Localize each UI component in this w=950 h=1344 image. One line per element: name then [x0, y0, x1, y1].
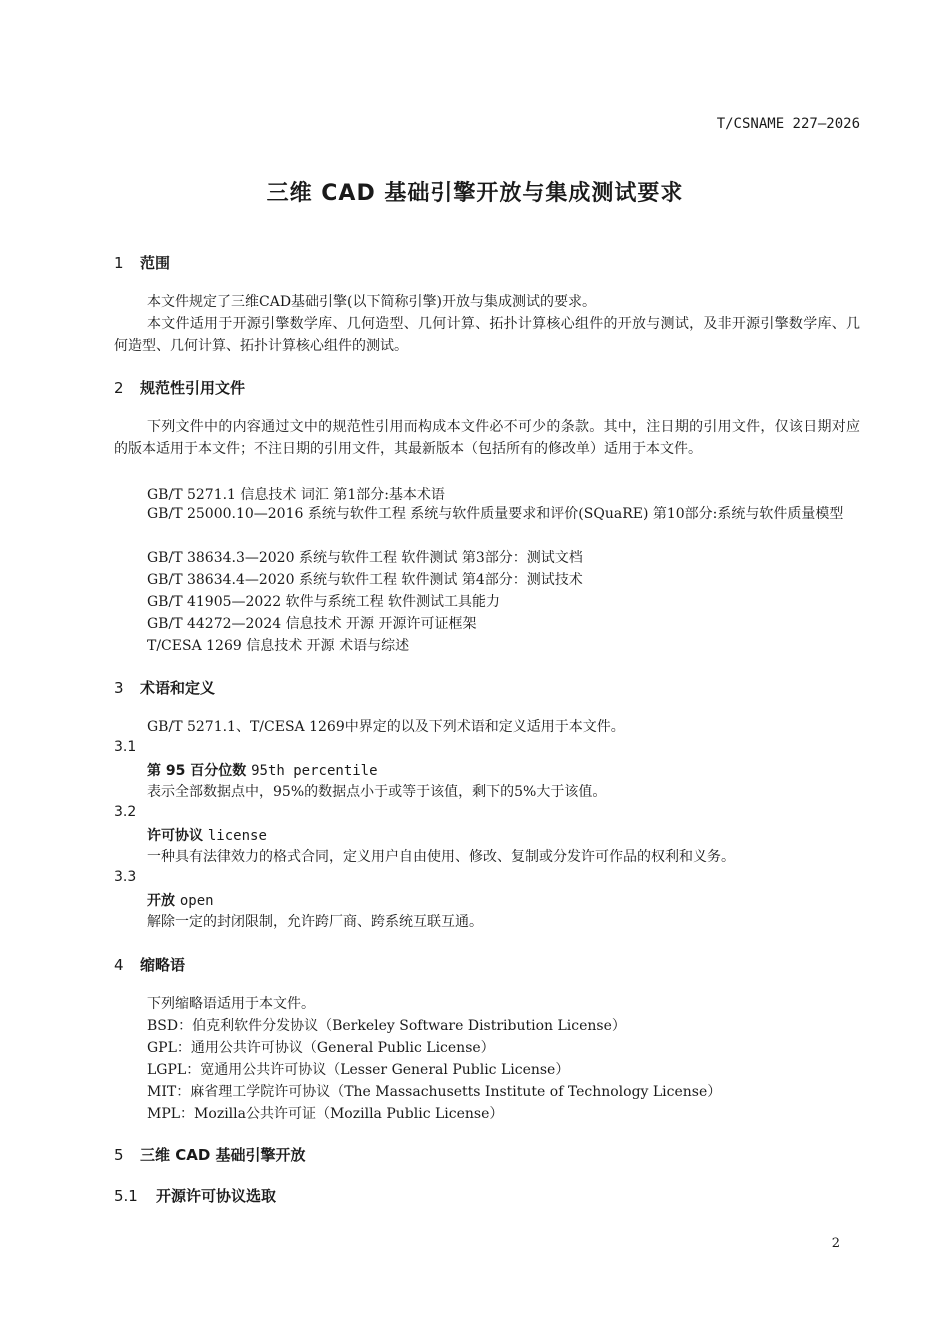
term-heading: [147, 760, 378, 780]
reference-item: GB/T 44272—2024 信息技术 开源 开源许可证框架: [147, 616, 477, 632]
term-cn: 第 95 百分位数: [147, 763, 247, 779]
term-en: license: [207, 828, 267, 844]
section-3-heading: [114, 677, 215, 698]
reference-item: GB/T 41905—2022 软件与系统工程 软件测试工具能力: [147, 594, 501, 610]
section-title: 开源许可协议选取: [156, 1187, 277, 1205]
reference-item: GB/T 38634.3—2020 系统与软件工程 软件测试 第3部分：测试文档: [147, 550, 583, 566]
term-heading: [147, 825, 267, 845]
term-number: 3.1: [114, 739, 137, 755]
standard-code: T/CSNAME 227—2026: [716, 116, 860, 132]
scope-paragraph-2: 本文件适用于开源引擎数学库、几何造型、几何计算、拓扑计算核心组件的开放与测试，及非开源引擎数学库、几何造型、几何计算、拓扑计算核心组件的测试。: [114, 316, 860, 354]
abbreviation-item: BSD：伯克利软件分发协议（Berkeley Software Distribution License）: [147, 1018, 626, 1034]
section-number: 3: [114, 679, 124, 697]
term-number: 3.3: [114, 869, 137, 885]
reference-item: T/CESA 1269 信息技术 开源 术语与综述: [147, 638, 410, 654]
section-4-heading: [114, 954, 185, 975]
abbreviation-item: MIT：麻省理工学院许可协议（The Massachusetts Institute of Technology License）: [147, 1084, 722, 1100]
abbreviation-item: LGPL：宽通用公共许可协议（Lesser General Public License）: [147, 1062, 570, 1078]
reference-item: GB/T 25000.10—2016 系统与软件工程 系统与软件质量要求和评价(SQuaRE) 第10部分:系统与软件质量模型: [147, 506, 844, 522]
term-heading: [147, 890, 214, 910]
abbreviations-intro: 下列缩略语适用于本文件。: [147, 996, 315, 1012]
abbreviation-item: MPL：Mozilla公共许可证（Mozilla Public License）: [147, 1106, 504, 1122]
term-cn: 开放: [147, 893, 175, 909]
section-number: 2: [114, 379, 124, 397]
section-number: 4: [114, 956, 124, 974]
term-number: 3.2: [114, 804, 137, 820]
term-definition: 解除一定的封闭限制，允许跨厂商、跨系统互联互通。: [147, 914, 483, 930]
section-title: 规范性引用文件: [140, 379, 246, 397]
section-number: 1: [114, 254, 124, 272]
term-en: open: [179, 893, 214, 909]
section-number: 5.1: [114, 1187, 138, 1205]
terms-intro: GB/T 5271.1、T/CESA 1269中界定的以及下列术语和定义适用于本文件。: [147, 719, 625, 735]
section-5-1-heading: [114, 1185, 276, 1206]
section-title: 缩略语: [140, 956, 186, 974]
term-definition: 一种具有法律效力的格式合同，定义用户自由使用、修改、复制或分发许可作品的权利和义务。: [147, 849, 735, 865]
section-2-heading: [114, 377, 245, 398]
term-cn: 许可协议: [147, 828, 203, 844]
term-definition: 表示全部数据点中，95%的数据点小于或等于该值，剩下的5%大于该值。: [147, 784, 607, 800]
section-title: 三维 CAD 基础引擎开放: [140, 1146, 306, 1164]
references-intro: 下列文件中的内容通过文中的规范性引用而构成本文件必不可少的条款。其中，注日期的引用文件，仅该日期对应的版本适用于本文件；不注日期的引用文件，其最新版本（包括所有的修改单）适用于本文件。: [114, 419, 860, 457]
section-number: 5: [114, 1146, 124, 1164]
section-1-heading: [114, 252, 170, 273]
reference-item: GB/T 38634.4—2020 系统与软件工程 软件测试 第4部分：测试技术: [147, 572, 583, 588]
section-title: 术语和定义: [140, 679, 216, 697]
section-5-heading: [114, 1144, 306, 1165]
term-en: 95th percentile: [251, 763, 378, 779]
abbreviation-item: GPL：通用公共许可协议（General Public License）: [147, 1040, 495, 1056]
page-number: 2: [831, 1236, 840, 1251]
document-title: 三维 CAD 基础引擎开放与集成测试要求: [266, 181, 684, 206]
section-title: 范围: [140, 254, 171, 272]
reference-item: GB/T 5271.1 信息技术 词汇 第1部分:基本术语: [147, 487, 445, 503]
scope-paragraph-1: 本文件规定了三维CAD基础引擎(以下简称引擎)开放与集成测试的要求。: [147, 294, 596, 310]
